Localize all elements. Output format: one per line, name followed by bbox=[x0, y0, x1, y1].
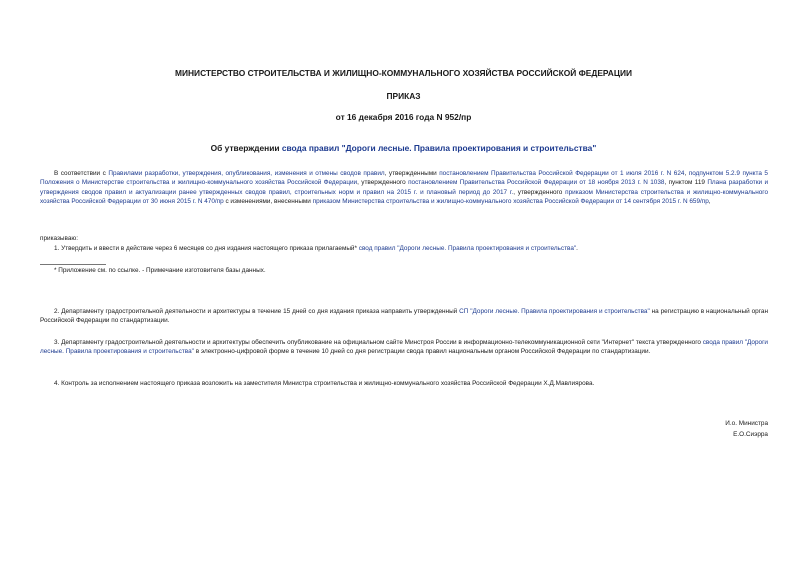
document-type: ПРИКАЗ bbox=[386, 91, 421, 101]
link-development-plan[interactable]: Плана разработки и утверждения сводов правил и актуализации ранее утвержденных сводов правил, строительных норм и правил на 2015 г. и плановый период до 2017 г. bbox=[40, 179, 769, 196]
item-2-text-2: на регистрацию в национальный орган Российской Федерации по стандартизации. bbox=[40, 308, 769, 325]
preamble-text-3: , bbox=[684, 170, 689, 177]
preamble-text-8: , bbox=[708, 197, 711, 205]
preamble-text-1: В соответствии с bbox=[54, 170, 109, 177]
ministry-heading: МИНИСТЕРСТВО СТРОИТЕЛЬСТВА И ЖИЛИЩНО-КОММУНАЛЬНОГО ХОЗЯЙСТВА РОССИЙСКОЙ ФЕДЕРАЦИИ bbox=[175, 68, 632, 78]
item-3-text-1: 3. Департаменту градостроительной деятельности и архитектуры обеспечить опубликование на официальном сайте Минстроя России в информационно-телекоммуникационной сети "Интернет" текста утвержденного bbox=[54, 339, 703, 346]
item-2-link[interactable]: СП "Дороги лесные. Правила проектирования и строительства" bbox=[459, 308, 650, 315]
item-1-text-2: . bbox=[576, 245, 578, 252]
footnote: * Приложение см. по ссылке. - Примечание изготовителя базы данных. bbox=[54, 267, 266, 274]
item-4: 4. Контроль за исполнением настоящего приказа возложить на заместителя Министра строительства и жилищно-коммунального хозяйства Российской Федерации Х.Д.Мавлиярова. bbox=[54, 380, 595, 387]
document-subject bbox=[0, 143, 807, 153]
signature-position: И.о. Министра bbox=[725, 420, 768, 427]
preamble-text-7: с изменениями, внесенными bbox=[223, 197, 313, 205]
item-3-text-2: в электронно-цифровой форме в течение 10 дней со дня регистрации свода правил национальным органом Российской Федерации по стандартизации. bbox=[193, 348, 651, 356]
link-government-decree-1038[interactable]: постановлением Правительства Российской Федерации от 18 ноября 2013 г. N 1038 bbox=[408, 179, 665, 187]
item-3 bbox=[40, 338, 768, 357]
link-order-659[interactable]: приказом Министерства строительства и жилищно-коммунального хозяйства Российской Федерации от 14 сентября 2015 г. N 659/пр bbox=[312, 197, 709, 205]
footnote-separator bbox=[40, 264, 106, 265]
preamble-text-5: , пунктом 119 bbox=[664, 179, 708, 187]
preamble-text-2: , утвержденными bbox=[384, 170, 440, 177]
preamble-text-6: , утвержденного bbox=[513, 188, 566, 196]
item-1-link[interactable]: свод правил "Дороги лесные. Правила проектирования и строительства" bbox=[358, 245, 577, 252]
link-ministry-regulation[interactable]: подпунктом 5.2.9 пункта 5 Положения о Министерстве строительства и жилищно-коммунального хозяйства Российской Федерации bbox=[40, 170, 768, 187]
link-government-decree-624[interactable]: постановлением Правительства Российской Федерации от 1 июля 2016 г. N 624 bbox=[439, 170, 685, 177]
signature-name: Е.О.Сиэрра bbox=[733, 431, 768, 438]
preamble-paragraph bbox=[40, 169, 768, 206]
orders-label: приказываю: bbox=[40, 235, 78, 242]
subject-link[interactable]: свода правил "Дороги лесные. Правила проектирования и строительства" bbox=[281, 143, 597, 153]
item-2 bbox=[40, 307, 768, 326]
item-1-text-1: 1. Утвердить и ввести в действие через 6 месяцев со дня издания настоящего приказа прилагаемый* bbox=[54, 245, 359, 252]
link-order-470[interactable]: приказом Министерства строительства и жилищно-коммунального хозяйства Российской Федерации от 30 июня 2015 г. N 470/пр bbox=[40, 188, 769, 205]
item-3-link[interactable]: свода правил "Дороги лесные. Правила проектирования и строительства" bbox=[40, 339, 768, 356]
item-1 bbox=[40, 244, 768, 253]
preamble-text-4: , утвержденного bbox=[357, 179, 409, 187]
link-rules-development[interactable]: Правилами разработки, утверждения, опубликования, изменения и отмены сводов правил bbox=[108, 170, 385, 177]
subject-prefix: Об утверждении bbox=[210, 143, 282, 153]
document-date-number: от 16 декабря 2016 года N 952/пр bbox=[335, 112, 472, 122]
item-2-text-1: 2. Департаменту градостроительной деятельности и архитектуры в течение 15 дней со дня издания приказа направить утвержденный bbox=[54, 308, 460, 315]
